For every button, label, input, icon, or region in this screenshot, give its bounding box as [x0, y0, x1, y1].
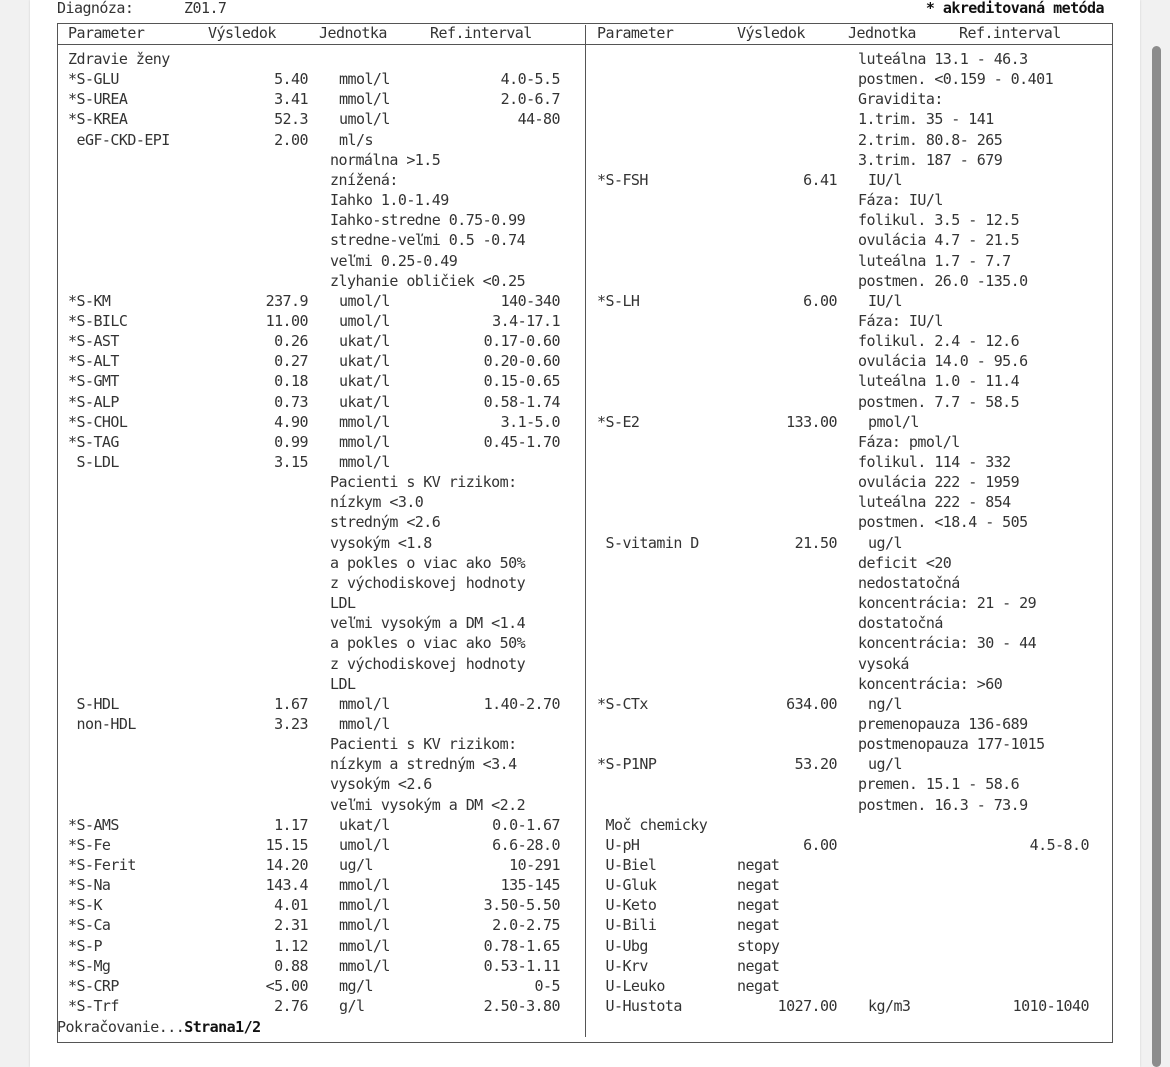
result-value: 1.67: [274, 695, 308, 713]
param-name: *S-CHOL: [68, 413, 128, 431]
ref-interval: 0.45-1.70: [483, 433, 560, 451]
result-value: 1.17: [274, 816, 308, 834]
result-value: 0.27: [274, 352, 308, 370]
unit: mmol/l: [339, 896, 390, 914]
param-name: *S-K: [68, 896, 102, 914]
qualitative-result: stopy: [737, 937, 780, 955]
param-name: *S-AST: [68, 332, 119, 350]
diagnosis-code: Z01.7: [184, 0, 227, 17]
unit: ml/s: [339, 131, 373, 149]
ref-interval: 44-80: [517, 110, 560, 128]
qualitative-result: negat: [737, 896, 780, 914]
reference-note: dostatočná: [858, 614, 943, 632]
unit: g/l: [339, 997, 365, 1015]
reference-note: postmenopauza 177-1015: [858, 735, 1045, 753]
param-name: *S-P1NP: [597, 755, 657, 773]
ref-interval: 3.4-17.1: [492, 312, 560, 330]
unit: mmol/l: [339, 695, 390, 713]
reference-note: Iahko 1.0-1.49: [330, 191, 449, 209]
reference-note: LDL: [330, 594, 356, 612]
param-name: U-Krv: [597, 957, 648, 975]
unit: mmol/l: [339, 916, 390, 934]
unit: ng/l: [868, 695, 902, 713]
scrollbar[interactable]: [1152, 46, 1161, 1067]
param-name: *S-Fe: [68, 836, 111, 854]
param-name: non-HDL: [68, 715, 136, 733]
ref-interval: 0.20-0.60: [483, 352, 560, 370]
result-value: 2.31: [274, 916, 308, 934]
param-name: *S-Trf: [68, 997, 119, 1015]
param-name: *S-BILC: [68, 312, 128, 330]
param-name: U-Leuko: [597, 977, 665, 995]
param-name: *S-Ferit: [68, 856, 136, 874]
column-header-unit: Jednotka: [319, 24, 387, 42]
result-value: 21.50: [794, 534, 837, 552]
unit: mmol/l: [339, 90, 390, 108]
result-value: 3.41: [274, 90, 308, 108]
reference-note: z východiskovej hodnoty: [330, 574, 526, 592]
qualitative-result: negat: [737, 977, 780, 995]
ref-interval: 140-340: [500, 292, 560, 310]
column-header-parameter-right: Parameter: [597, 24, 674, 42]
param-name: *S-FSH: [597, 171, 648, 189]
reference-note: veľmi vysokým a DM <2.2: [330, 796, 526, 814]
unit: mmol/l: [339, 433, 390, 451]
result-value: 634.00: [786, 695, 837, 713]
reference-note: veľmi vysokým a DM <1.4: [330, 614, 526, 632]
reference-note: koncentrácia: >60: [858, 675, 1003, 693]
section-title: Zdravie ženy: [68, 50, 170, 68]
diagnosis-label: Diagnóza:: [57, 0, 134, 17]
result-value: 4.90: [274, 413, 308, 431]
reference-note: Pacienti s KV rizikom:: [330, 473, 517, 491]
unit: mmol/l: [339, 413, 390, 431]
reference-note: vysokým <2.6: [330, 775, 432, 793]
ref-interval: 2.0-6.7: [500, 90, 560, 108]
ref-interval: 1.40-2.70: [483, 695, 560, 713]
reference-note: postmen. 7.7 - 58.5: [858, 393, 1020, 411]
ref-interval: 0.53-1.11: [483, 957, 560, 975]
reference-note: koncentrácia: 21 - 29: [858, 594, 1037, 612]
param-name: *S-ALT: [68, 352, 119, 370]
result-value: 2.00: [274, 131, 308, 149]
result-value: 52.3: [274, 110, 308, 128]
reference-note: postmen. <0.159 - 0.401: [858, 70, 1054, 88]
reference-note: postmen. 26.0 -135.0: [858, 272, 1028, 290]
unit: mg/l: [339, 977, 373, 995]
column-divider: [585, 25, 586, 1037]
result-value: 11.00: [265, 312, 308, 330]
reference-note: luteálna 1.7 - 7.7: [858, 252, 1011, 270]
ref-interval: 4.0-5.5: [500, 70, 560, 88]
column-header-parameter: Parameter: [68, 24, 145, 42]
unit: kg/m3: [868, 997, 911, 1015]
param-name: *S-E2: [597, 413, 640, 431]
reference-note: luteálna 1.0 - 11.4: [858, 372, 1020, 390]
qualitative-result: negat: [737, 916, 780, 934]
reference-note: Iahko-stredne 0.75-0.99: [330, 211, 526, 229]
ref-interval: 135-145: [500, 876, 560, 894]
param-name: *S-Mg: [68, 957, 111, 975]
footer: [57, 1017, 261, 1037]
param-name: *S-CTx: [597, 695, 648, 713]
param-name: U-Bili: [597, 916, 657, 934]
accredited-method-note: * akreditovaná metóda: [925, 0, 1104, 17]
ref-interval: 0.0-1.67: [492, 816, 560, 834]
param-name: *S-AMS: [68, 816, 119, 834]
param-name: S-HDL: [68, 695, 119, 713]
result-value: 143.4: [265, 876, 308, 894]
param-name: *S-GLU: [68, 70, 119, 88]
reference-note: premen. 15.1 - 58.6: [858, 775, 1020, 793]
reference-note: luteálna 13.1 - 46.3: [858, 50, 1028, 68]
param-name: S-vitamin D: [597, 534, 699, 552]
param-name: S-LDL: [68, 453, 119, 471]
param-name: *S-ALP: [68, 393, 119, 411]
result-value: 15.15: [265, 836, 308, 854]
reference-note: 1.trim. 35 - 141: [858, 110, 994, 128]
reference-note: Fáza: IU/l: [858, 312, 943, 330]
param-name: *S-Na: [68, 876, 111, 894]
unit: ukat/l: [339, 332, 390, 350]
column-header-ref: Ref.interval: [430, 24, 532, 42]
reference-note: Fáza: IU/l: [858, 191, 943, 209]
param-name: *S-KREA: [68, 110, 128, 128]
result-value: 3.23: [274, 715, 308, 733]
result-value: <5.00: [265, 977, 308, 995]
section-title: Moč chemicky: [597, 816, 708, 834]
unit: mmol/l: [339, 937, 390, 955]
ref-interval: 10-291: [509, 856, 560, 874]
unit: IU/l: [868, 171, 902, 189]
param-name: *S-CRP: [68, 977, 119, 995]
result-value: 237.9: [265, 292, 308, 310]
param-name: *S-GMT: [68, 372, 119, 390]
reference-note: veľmi 0.25-0.49: [330, 252, 458, 270]
result-value: 0.99: [274, 433, 308, 451]
reference-note: postmen. 16.3 - 73.9: [858, 796, 1028, 814]
ref-interval: 3.1-5.0: [500, 413, 560, 431]
result-value: 4.01: [274, 896, 308, 914]
result-value: 6.41: [803, 171, 837, 189]
reference-note: Pacienti s KV rizikom:: [330, 735, 517, 753]
unit: ukat/l: [339, 393, 390, 411]
param-name: U-Biel: [597, 856, 657, 874]
param-name: *S-Ca: [68, 916, 111, 934]
ref-interval: 0.78-1.65: [483, 937, 560, 955]
param-name: *S-TAG: [68, 433, 119, 451]
result-value: 5.40: [274, 70, 308, 88]
qualitative-result: negat: [737, 876, 780, 894]
unit: pmol/l: [868, 413, 919, 431]
unit: ukat/l: [339, 352, 390, 370]
unit: ug/l: [868, 534, 902, 552]
reference-note: deficit <20: [858, 554, 952, 572]
param-name: U-pH: [597, 836, 640, 854]
result-value: 1027.00: [777, 997, 837, 1015]
reference-note: postmen. <18.4 - 505: [858, 513, 1028, 531]
result-value: 53.20: [794, 755, 837, 773]
unit: mmol/l: [339, 876, 390, 894]
unit: umol/l: [339, 110, 390, 128]
ref-interval: 3.50-5.50: [483, 896, 560, 914]
unit: umol/l: [339, 312, 390, 330]
column-header-result-right: Výsledok: [737, 24, 805, 42]
reference-note: ovulácia 222 - 1959: [858, 473, 1020, 491]
result-value: 1.12: [274, 937, 308, 955]
param-name: U-Gluk: [597, 876, 657, 894]
result-value: 6.00: [803, 292, 837, 310]
unit: mmol/l: [339, 453, 390, 471]
ref-interval: 0-5: [534, 977, 560, 995]
param-name: *S-P: [68, 937, 102, 955]
reference-note: ovulácia 14.0 - 95.6: [858, 352, 1028, 370]
param-name: *S-KM: [68, 292, 111, 310]
result-value: 0.88: [274, 957, 308, 975]
reference-note: a pokles o viac ako 50%: [330, 554, 526, 572]
page-indicator: Strana1/2: [184, 1018, 261, 1036]
reference-note: z východiskovej hodnoty: [330, 655, 526, 673]
unit: ug/l: [868, 755, 902, 773]
qualitative-result: negat: [737, 957, 780, 975]
result-value: 0.73: [274, 393, 308, 411]
ref-interval: 4.5-8.0: [1029, 836, 1089, 854]
reference-note: folikul. 114 - 332: [858, 453, 1011, 471]
reference-note: vysoká: [858, 655, 909, 673]
result-value: 6.00: [803, 836, 837, 854]
reference-note: 2.trim. 80.8- 265: [858, 131, 1003, 149]
column-header-result: Výsledok: [208, 24, 276, 42]
result-value: 14.20: [265, 856, 308, 874]
unit: mmol/l: [339, 70, 390, 88]
reference-note: ovulácia 4.7 - 21.5: [858, 231, 1020, 249]
ref-interval: 0.58-1.74: [483, 393, 560, 411]
result-value: 0.18: [274, 372, 308, 390]
reference-note: luteálna 222 - 854: [858, 493, 1011, 511]
reference-note: koncentrácia: 30 - 44: [858, 634, 1037, 652]
param-name: U-Ubg: [597, 937, 648, 955]
unit: ukat/l: [339, 372, 390, 390]
ref-interval: 0.15-0.65: [483, 372, 560, 390]
param-name: U-Hustota: [597, 997, 682, 1015]
reference-note: folikul. 3.5 - 12.5: [858, 211, 1020, 229]
result-value: 2.76: [274, 997, 308, 1015]
reference-note: LDL: [330, 675, 356, 693]
unit: umol/l: [339, 292, 390, 310]
ref-interval: 6.6-28.0: [492, 836, 560, 854]
unit: IU/l: [868, 292, 902, 310]
result-value: 133.00: [786, 413, 837, 431]
reference-note: vysokým <1.8: [330, 534, 432, 552]
unit: umol/l: [339, 836, 390, 854]
unit: ukat/l: [339, 816, 390, 834]
ref-interval: 2.50-3.80: [483, 997, 560, 1015]
reference-note: zlyhanie obličiek <0.25: [330, 272, 526, 290]
ref-interval: 0.17-0.60: [483, 332, 560, 350]
ref-interval: 2.0-2.75: [492, 916, 560, 934]
param-name: *S-UREA: [68, 90, 128, 108]
param-name: *S-LH: [597, 292, 640, 310]
reference-note: nízkym <3.0: [330, 493, 424, 511]
reference-note: normálna >1.5: [330, 151, 441, 169]
unit: mmol/l: [339, 957, 390, 975]
reference-note: stredne-veľmi 0.5 -0.74: [330, 231, 526, 249]
reference-note: a pokles o viac ako 50%: [330, 634, 526, 652]
unit: mmol/l: [339, 715, 390, 733]
column-header-unit-right: Jednotka: [848, 24, 916, 42]
reference-note: 3.trim. 187 - 679: [858, 151, 1003, 169]
result-value: 3.15: [274, 453, 308, 471]
ref-interval: 1010-1040: [1012, 997, 1089, 1015]
column-header-ref-right: Ref.interval: [959, 24, 1061, 42]
param-name: eGF-CKD-EPI: [68, 131, 170, 149]
continuation-text: Pokračovanie...: [57, 1018, 185, 1036]
reference-note: nízkym a stredným <3.4: [330, 755, 517, 773]
qualitative-result: negat: [737, 856, 780, 874]
reference-note: folikul. 2.4 - 12.6: [858, 332, 1020, 350]
reference-note: nedostatočná: [858, 574, 960, 592]
reference-note: premenopauza 136-689: [858, 715, 1028, 733]
result-value: 0.26: [274, 332, 308, 350]
reference-note: znížená:: [330, 171, 398, 189]
reference-note: Fáza: pmol/l: [858, 433, 960, 451]
param-name: U-Keto: [597, 896, 657, 914]
reference-note: Gravidita:: [858, 90, 943, 108]
reference-note: stredným <2.6: [330, 513, 441, 531]
unit: ug/l: [339, 856, 373, 874]
